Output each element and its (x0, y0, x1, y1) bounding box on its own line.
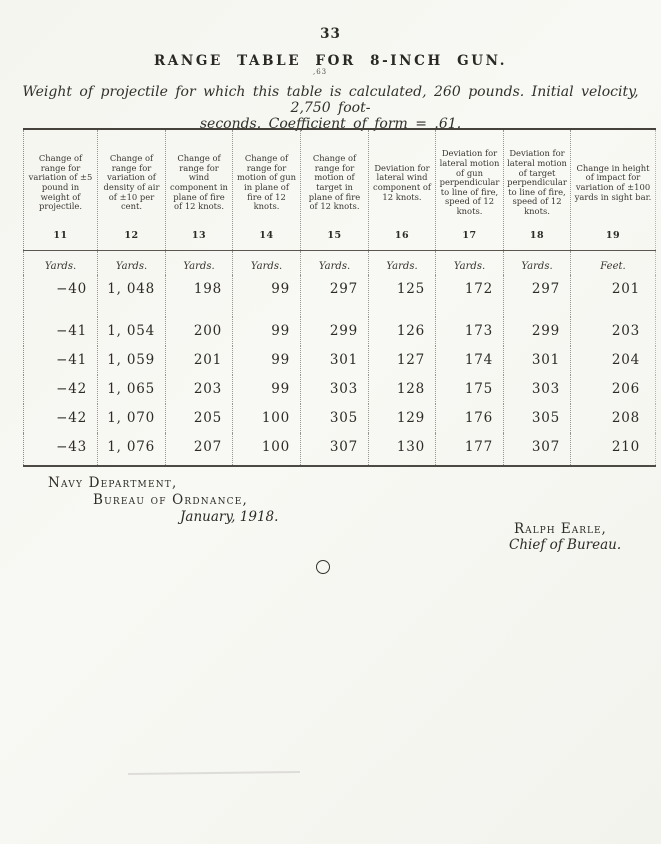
data-cell: 125 (369, 275, 436, 317)
column-number: 14 (259, 230, 274, 241)
data-cell: 208 (571, 404, 656, 433)
data-cell: −41 (56, 352, 87, 368)
data-cell: 99 (233, 317, 301, 346)
data-cell: 303 (504, 375, 571, 404)
data-cell: 198 (166, 275, 233, 317)
column-header-16 (369, 129, 436, 251)
data-cell: 99 (233, 275, 301, 317)
data-cell: −42 (56, 381, 87, 397)
page-number: 33 (320, 26, 341, 42)
data-cell: −41 (56, 323, 87, 339)
column-number: 17 (462, 230, 477, 241)
print-artifact: ,63 (313, 68, 328, 76)
data-cell: 301 (504, 346, 571, 375)
data-cell: 307 (504, 433, 571, 466)
data-cell: 100 (233, 404, 301, 433)
data-cell: 307 (301, 433, 369, 466)
column-number: 15 (327, 230, 342, 241)
data-cell: 126 (369, 317, 436, 346)
unit-cell: Yards. (369, 251, 436, 276)
unit-cell: Yards. (44, 261, 77, 272)
signature-title: Chief of Bureau. (509, 537, 622, 553)
units-row (24, 251, 656, 276)
data-cell: 297 (504, 275, 571, 317)
data-cell: 1, 065 (98, 375, 166, 404)
data-cell: −43 (56, 439, 87, 455)
data-cell: 299 (504, 317, 571, 346)
data-cell: 305 (504, 404, 571, 433)
data-cell: 203 (571, 317, 656, 346)
data-cell: 174 (436, 346, 504, 375)
column-description: Deviation for lateral motion of target perpendicular to line of fire, speed of 12 knots. (507, 148, 567, 216)
column-description: Change of range for motion of target in plane of fire of 12 knots. (308, 153, 361, 212)
column-header-17 (436, 129, 504, 251)
column-header-14 (233, 129, 301, 251)
column-header-18 (504, 129, 571, 251)
data-cell: 1, 076 (98, 433, 166, 466)
data-cell: 207 (166, 433, 233, 466)
unit-cell: Yards. (436, 251, 504, 276)
data-cell: 305 (301, 404, 369, 433)
data-cell: 176 (436, 404, 504, 433)
data-cell: 205 (166, 404, 233, 433)
column-description: Change of range for wind component in plane of fire of 12 knots. (170, 153, 228, 212)
data-cell: 303 (301, 375, 369, 404)
column-header-11 (24, 129, 98, 251)
data-cell: 206 (571, 375, 656, 404)
unit-cell: Yards. (166, 251, 233, 276)
data-cell: 200 (166, 317, 233, 346)
table-row (24, 404, 656, 433)
column-number: 19 (605, 230, 621, 241)
table-row (24, 346, 656, 375)
data-cell: 299 (301, 317, 369, 346)
data-cell: 301 (301, 346, 369, 375)
data-cell: 1, 070 (98, 404, 166, 433)
unit-cell: Yards. (504, 251, 571, 276)
data-cell: 203 (166, 375, 233, 404)
table-caption (8, 84, 653, 132)
data-cell: 127 (369, 346, 436, 375)
column-header-12 (98, 129, 166, 251)
unit-cell: Yards. (301, 251, 369, 276)
column-description: Change in height of impact for variation of ±100 yards in sight bar. (574, 162, 652, 202)
data-cell: 1, 054 (98, 317, 166, 346)
data-cell: 204 (571, 346, 656, 375)
data-cell: 175 (436, 375, 504, 404)
column-number: 16 (394, 230, 410, 241)
punch-hole-circle (316, 560, 330, 574)
column-number: 18 (529, 230, 545, 241)
data-cell: 1, 059 (98, 346, 166, 375)
table-row (24, 317, 656, 346)
caption-line-1: Weight of projectile for which this table is calculated, 260 pounds. Initial velocity, 2,750 foot- (22, 84, 639, 116)
page-title: RANGE TABLE FOR 8-INCH GUN. (153, 53, 508, 69)
data-cell: 173 (436, 317, 504, 346)
table-row (24, 275, 656, 317)
column-description: Change of range for variation of density of air of ±10 per cent. (103, 153, 160, 212)
data-cell: 129 (369, 404, 436, 433)
data-cell: −40 (56, 281, 87, 297)
date-line: January, 1918. (180, 509, 279, 525)
data-cell: −42 (56, 410, 87, 426)
table-header-row (24, 129, 656, 251)
column-header-15 (301, 129, 369, 251)
data-cell: 1, 048 (98, 275, 166, 317)
scan-smudge (128, 771, 300, 775)
bureau-line: Bureau of Ordnance, (93, 492, 248, 508)
column-description: Change of range for variation of ±5 pound in weight of projectile. (28, 153, 93, 212)
department-line: Navy Department, (48, 475, 178, 491)
data-cell: 210 (571, 433, 656, 466)
data-cell: 177 (436, 433, 504, 466)
column-number: 13 (191, 230, 207, 241)
data-cell: 128 (369, 375, 436, 404)
table-row (24, 375, 656, 404)
column-description: Deviation for lateral wind component of 12 knots. (373, 162, 431, 202)
data-cell: 172 (436, 275, 504, 317)
issuing-office-block (48, 475, 278, 526)
table-row (24, 433, 656, 466)
data-cell: 99 (233, 346, 301, 375)
column-header-13 (166, 129, 233, 251)
unit-cell: Yards. (233, 251, 301, 276)
signature-name: Ralph Earle, (514, 521, 607, 537)
column-description: Deviation for lateral motion of gun perpendicular to line of fire, speed of 12 knots. (439, 148, 500, 216)
data-cell: 201 (571, 275, 656, 317)
column-header-19 (571, 129, 656, 251)
data-cell: 100 (233, 433, 301, 466)
unit-cell: Feet. (571, 251, 656, 276)
data-cell: 99 (233, 375, 301, 404)
column-description: Change of range for motion of gun in plane of fire of 12 knots. (236, 153, 297, 212)
data-cell: 201 (166, 346, 233, 375)
data-cell: 297 (301, 275, 369, 317)
caption-line-2: seconds. Coefficient of form = .61. (199, 116, 462, 132)
column-number: 12 (124, 230, 139, 241)
signature-block (509, 521, 621, 553)
column-number: 11 (53, 230, 68, 241)
data-cell: 130 (369, 433, 436, 466)
range-table (23, 128, 656, 467)
unit-cell: Yards. (98, 251, 166, 276)
